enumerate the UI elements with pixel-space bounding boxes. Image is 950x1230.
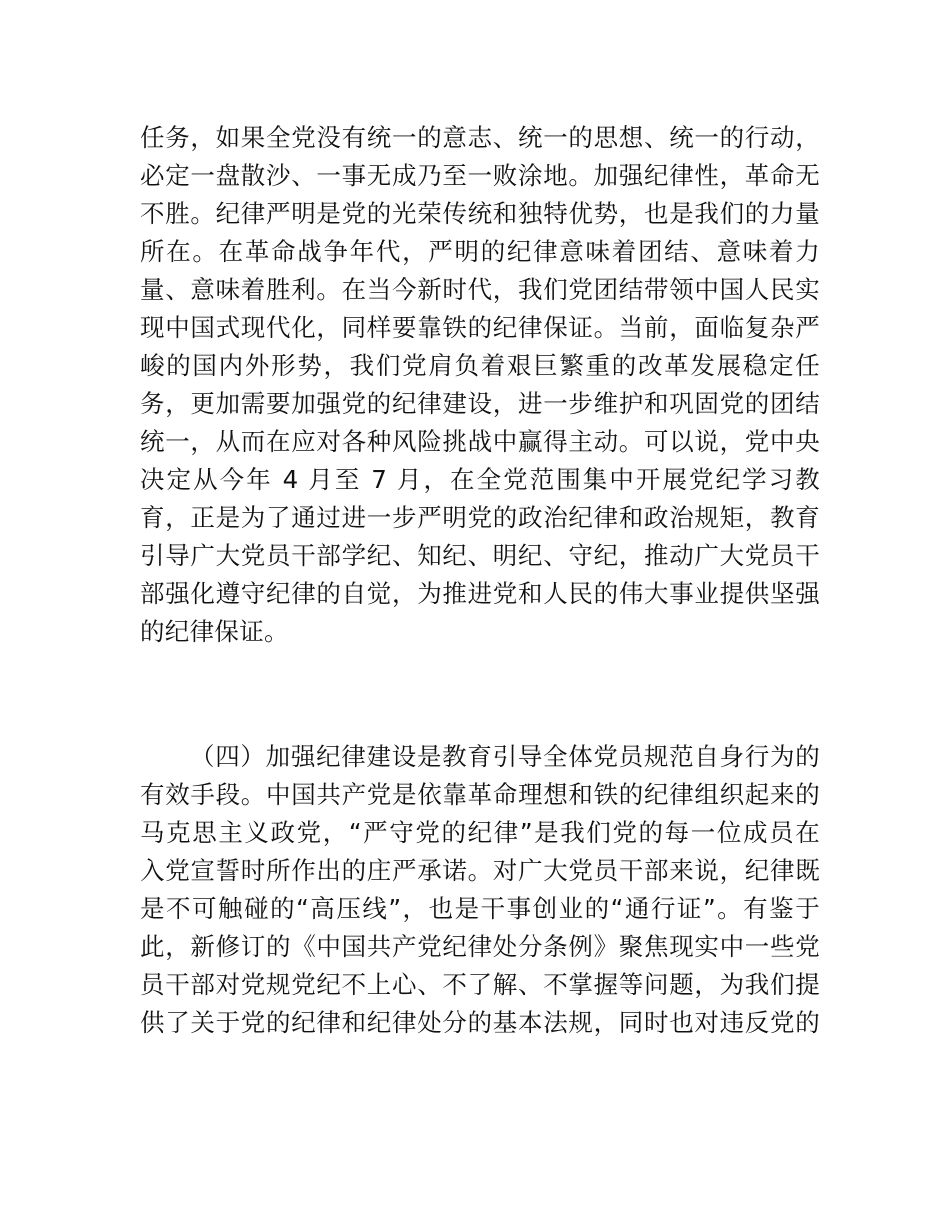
text-line: 任务，如果全党没有统一的意志、统一的思想、统一的行动，	[140, 123, 820, 152]
text-line: 峻的国内外形势，我们党肩负着艰巨繁重的改革发展稳定任	[140, 351, 820, 380]
text-line: 引导广大党员干部学纪、知纪、明纪、守纪，推动广大党员干	[140, 541, 820, 570]
text-line: 员干部对党规党纪不上心、不了解、不掌握等问题，为我们提	[140, 970, 820, 999]
paragraph-1	[140, 119, 820, 651]
text-line: 决定从今年 4 月至 7 月，在全党范围集中开展党纪学习教	[140, 465, 820, 494]
text-line: 的纪律保证。	[140, 617, 289, 646]
text-line: 有效手段。中国共产党是依靠革命理想和铁的纪律组织起来的	[140, 780, 820, 809]
text-line: 务，更加需要加强党的纪律建设，进一步维护和巩固党的团结	[140, 389, 820, 418]
text-line: 入党宣誓时所作出的庄严承诺。对广大党员干部来说，纪律既	[140, 856, 820, 885]
paragraph-2	[140, 738, 820, 1042]
text-line: 育，正是为了通过进一步严明党的政治纪律和政治规矩，教育	[140, 503, 820, 532]
text-line: 统一，从而在应对各种风险挑战中赢得主动。可以说，党中央	[140, 427, 820, 456]
text-line: 现中国式现代化，同样要靠铁的纪律保证。当前，面临复杂严	[140, 313, 820, 342]
text-line: 所在。在革命战争年代，严明的纪律意味着团结、意味着力	[140, 237, 820, 266]
text-line: 不胜。纪律严明是党的光荣传统和独特优势，也是我们的力量	[140, 199, 820, 228]
text-line: 此，新修订的《中国共产党纪律处分条例》聚焦现实中一些党	[140, 932, 820, 961]
text-line: 部强化遵守纪律的自觉，为推进党和人民的伟大事业提供坚强	[140, 579, 820, 608]
text-line: 是不可触碰的“高压线”，也是干事创业的“通行证”。有鉴于	[140, 894, 820, 923]
text-line: 马克思主义政党，“严守党的纪律”是我们党的每一位成员在	[140, 818, 820, 847]
section-heading-line: （四）加强纪律建设是教育引导全体党员规范自身行为的	[190, 742, 820, 771]
text-line: 量、意味着胜利。在当今新时代，我们党团结带领中国人民实	[140, 275, 820, 304]
text-line: 供了关于党的纪律和纪律处分的基本法规，同时也对违反党的	[140, 1008, 820, 1037]
text-line: 必定一盘散沙、一事无成乃至一败涂地。加强纪律性，革命无	[140, 161, 820, 190]
